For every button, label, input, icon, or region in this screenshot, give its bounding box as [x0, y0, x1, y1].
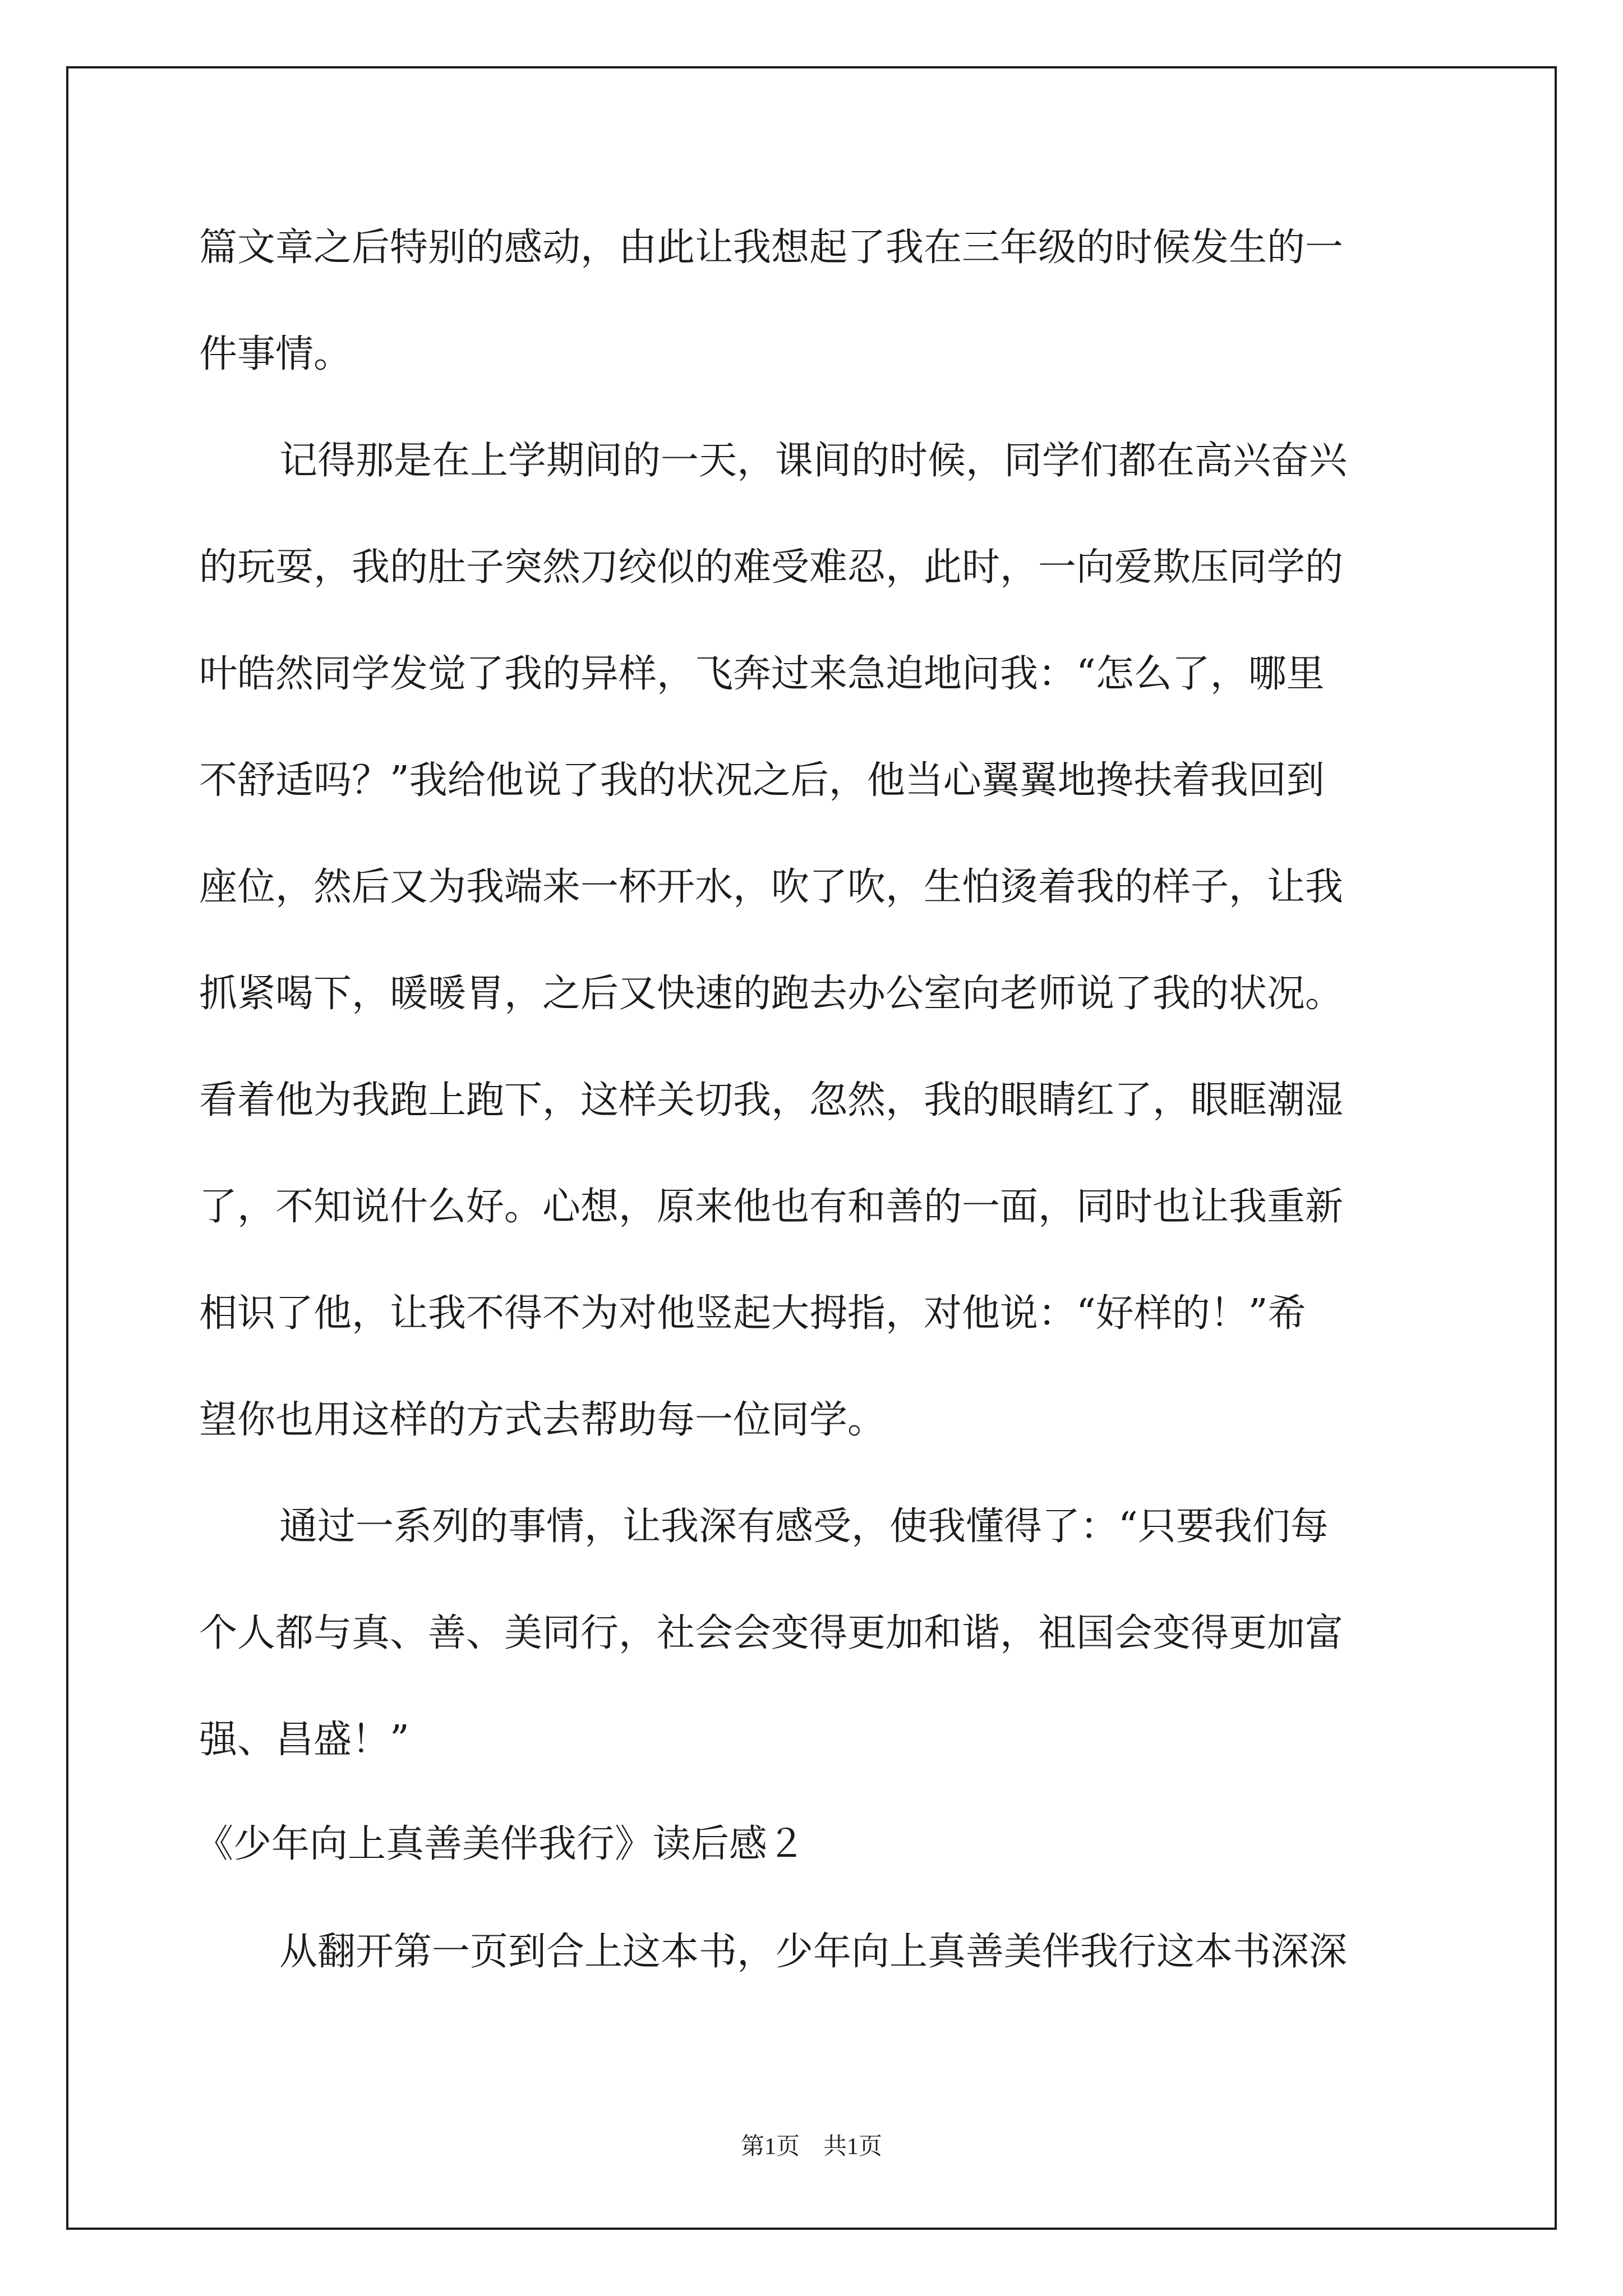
text-line: 的玩耍，我的肚子突然刀绞似的难受难忍，此时，一向爱欺压同学的: [199, 545, 1344, 590]
text-line: 座位，然后又为我端来一杯开水，吹了吹，生怕烫着我的样子，让我: [199, 865, 1344, 909]
text-line: 强、昌盛！”: [199, 1718, 409, 1762]
text-line: 相识了他，让我不得不为对他竖起大拇指，对他说：“好样的！”希: [199, 1291, 1306, 1336]
paragraph-start-line: 记得那是在上学期间的一天，课间的时候，同学们都在高兴奋兴: [279, 439, 1348, 483]
page-number-footer: 第1页 共1页: [740, 2134, 882, 2160]
text-line: 望你也用这样的方式去帮助每一位同学。: [199, 1398, 886, 1442]
paragraph-start-line: 从翻开第一页到合上这本书，少年向上真善美伴我行这本书深深: [279, 1930, 1348, 1974]
text-line: 抓紧喝下，暖暖胃，之后又快速的跑去办公室向老师说了我的状况。: [199, 972, 1344, 1016]
text-line: 不舒适吗？”我给他说了我的状况之后，他当心翼翼地搀扶着我回到: [199, 758, 1325, 803]
page-border: [66, 66, 1557, 2230]
text-line: 叶皓然同学发觉了我的异样，飞奔过来急迫地问我：“怎么了，哪里: [199, 652, 1325, 696]
text-line: 件事情。: [199, 332, 352, 376]
section-heading: 《少年向上真善美伴我行》读后感２: [195, 1822, 806, 1866]
text-line: 篇文章之后特别的感动，由此让我想起了我在三年级的时候发生的一: [199, 226, 1344, 270]
text-line: 个人都与真、善、美同行，社会会变得更加和谐，祖国会变得更加富: [199, 1611, 1344, 1655]
paragraph-start-line: 通过一系列的事情，让我深有感受，使我懂得了：“只要我们每: [279, 1504, 1329, 1549]
text-line: 了，不知说什么好。心想，原来他也有和善的一面，同时也让我重新: [199, 1185, 1344, 1229]
text-line: 看着他为我跑上跑下，这样关切我，忽然，我的眼睛红了，眼眶潮湿: [199, 1078, 1344, 1122]
